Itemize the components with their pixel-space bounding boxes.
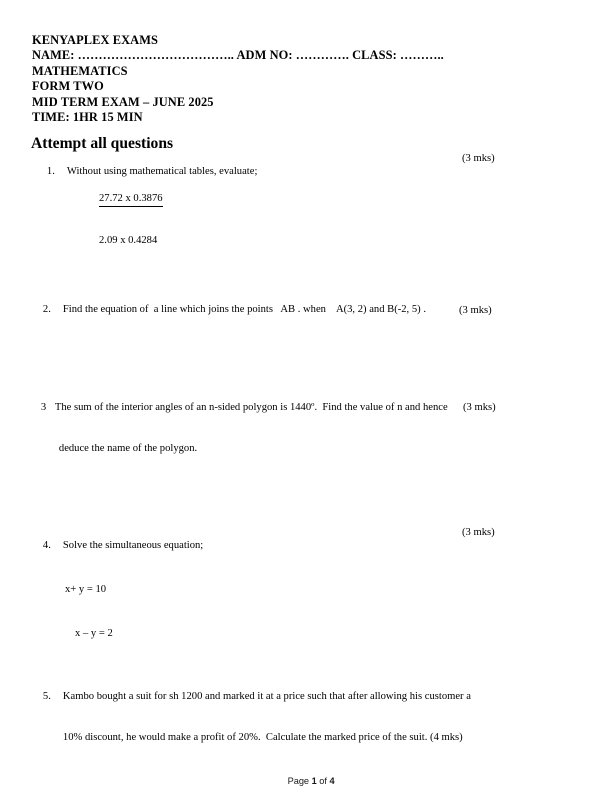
question-5-row-2 xyxy=(27,717,575,757)
question-4-text: Solve the simultaneous equation; xyxy=(62,540,204,552)
question-1-fraction xyxy=(99,166,163,274)
question-1-fraction-denominator: 2.09 x 0.4284 xyxy=(99,235,158,247)
question-3-text-line-1: The sum of the interior angles of an n-sided polygon is 1440º. Find the value of n and hence xyxy=(54,402,448,414)
question-3-number: 3 xyxy=(40,402,47,414)
question-1-text: Without using mathematical tables, evaluate; xyxy=(66,166,258,178)
instruction-heading: Attempt all questions xyxy=(31,135,174,152)
question-4-equation-2: x – y = 2 xyxy=(75,627,113,639)
question-5-text-line-2: 10% discount, he would make a profit of 20%. Calculate the marked price of the suit. (4 mks) xyxy=(62,731,463,743)
question-4-equation-1: x+ y = 10 xyxy=(65,584,107,596)
question-3-row-2 xyxy=(25,428,573,468)
question-4-equations xyxy=(65,554,113,671)
question-2 xyxy=(27,290,575,330)
question-3-marks: (3 mks) xyxy=(463,402,496,413)
time-allowed-label: TIME: 1HR 15 MIN xyxy=(32,110,143,125)
question-3-text-line-2: deduce the name of the polygon. xyxy=(58,442,198,454)
question-5 xyxy=(27,677,575,757)
question-1-fraction-numerator: 27.72 x 0.3876 xyxy=(99,192,163,206)
question-2-marks: (3 mks) xyxy=(459,305,492,316)
question-2-text: Find the equation of a line which joins the points AB . when A(3, 2) and B(-2, 5) . xyxy=(62,304,426,316)
question-1-number: 1. xyxy=(46,166,55,178)
question-4-marks: (3 mks) xyxy=(462,527,495,538)
question-1-marks: (3 mks) xyxy=(462,153,495,164)
footer-page-prefix: Page xyxy=(287,776,312,786)
exam-header xyxy=(32,33,572,125)
subject-label: MATHEMATICS xyxy=(32,63,128,78)
question-5-text-line-1: Kambo bought a suit for sh 1200 and marked it at a price such that after allowing his customer a xyxy=(62,691,471,703)
question-5-row-1 xyxy=(27,677,575,717)
footer-page-middle: of xyxy=(316,776,330,786)
form-label: FORM TWO xyxy=(32,79,104,94)
student-details-line: NAME: ……………………………….. ADM NO: …………. CLASS: ……….. xyxy=(32,48,444,63)
page-footer xyxy=(0,763,612,792)
question-2-row xyxy=(27,290,575,330)
question-4-number: 4. xyxy=(42,540,51,552)
question-2-number: 2. xyxy=(42,304,51,316)
exam-title: KENYAPLEX EXAMS xyxy=(32,33,158,47)
footer-total-pages: 4 xyxy=(329,776,335,786)
exam-session-label: MID TERM EXAM – JUNE 2025 xyxy=(32,94,214,109)
footer-current-page: 1 xyxy=(311,776,317,786)
question-5-number: 5. xyxy=(42,691,51,703)
